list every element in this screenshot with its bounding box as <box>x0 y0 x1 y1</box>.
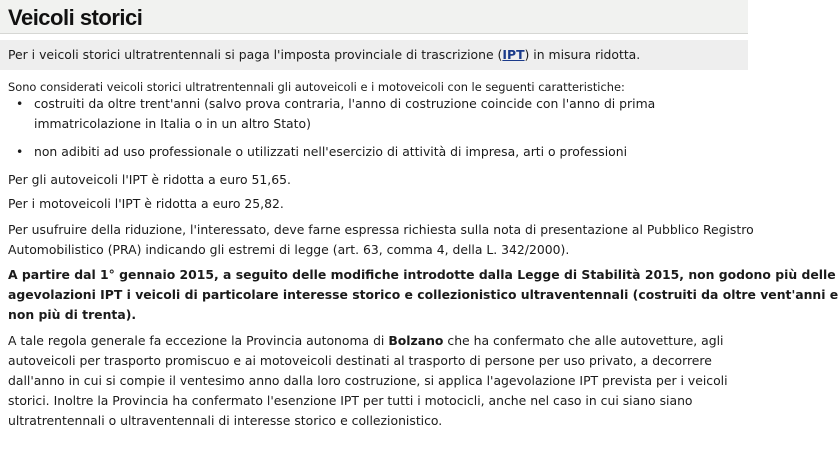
notice-2015 <box>8 265 838 325</box>
paragraph-line: storici. Inoltre la Provincia ha confermato l'esenzione IPT per tutti i motocicli, anche nel caso in cui siano siano <box>8 393 693 408</box>
bullet-icon: • <box>16 96 24 111</box>
paragraph-line: Automobilistico (PRA) indicando gli estremi di legge (art. 63, comma 4, della L. 342/2000). <box>8 242 570 257</box>
paragraph-line: non più di trenta). <box>8 307 137 322</box>
paragraph-line: ultratrentennali o ultraventennali di interesse storico e collezionistico. <box>8 413 443 428</box>
paragraph-line: agevolazioni IPT i veicoli di particolare interesse storico e collezionistico ultraventennali (costruiti da oltre vent'anni e <box>8 287 838 302</box>
paragraph-line: Per usufruire della riduzione, l'interessato, deve farne espressa richiesta sulla nota di presentazione al Pubblico Registro <box>8 222 754 237</box>
list-item-line: costruiti da oltre trent'anni (salvo prova contraria, l'anno di costruzione coincide con l'anno di prima <box>34 96 656 111</box>
intro-text-before: Per i veicoli storici ultratrentennali si paga l'imposta provinciale di trascrizione ( <box>8 47 503 62</box>
list-item <box>8 142 738 162</box>
criteria-intro: Sono considerati veicoli storici ultratrentennali gli autoveicoli e i motoveicoli con le seguenti caratteristiche: <box>8 80 625 94</box>
bolzano-text-after: che ha confermato che alle autovetture, agli <box>443 333 724 348</box>
ipt-link[interactable]: IPT <box>502 47 525 62</box>
page-title: Veicoli storici <box>8 5 143 30</box>
bolzano-name: Bolzano <box>388 333 444 348</box>
list-item-line: immatricolazione in Italia o in un altro Stato) <box>34 116 311 131</box>
intro-text-after: ) in misura ridotta. <box>524 47 641 62</box>
paragraph-line: autoveicoli per trasporto promiscuo e ai motoveicoli destinati al trasporto di persone per uso privato, a decorrere <box>8 353 712 368</box>
motorcycles-rate: Per i motoveicoli l'IPT è ridotta a euro 25,82. <box>8 196 284 211</box>
bullet-icon: • <box>16 144 24 159</box>
list-item-line: non adibiti ad uso professionale o utilizzati nell'esercizio di attività di impresa, arti o professioni <box>34 144 628 159</box>
cars-rate: Per gli autoveicoli l'IPT è ridotta a euro 51,65. <box>8 172 291 187</box>
bolzano-text-before: A tale regola generale fa eccezione la Provincia autonoma di <box>8 333 389 348</box>
list-item <box>8 94 738 134</box>
page-header <box>0 0 748 34</box>
paragraph-line: A partire dal 1° gennaio 2015, a seguito delle modifiche introdotte dalla Legge di Stabilità 2015, non godono più delle <box>8 267 836 282</box>
bolzano-paragraph <box>8 331 744 431</box>
intro-box <box>0 40 748 70</box>
request-paragraph <box>8 220 754 260</box>
criteria-list <box>8 94 738 162</box>
paragraph-line: dall'anno in cui si compie il ventesimo anno dalla loro costruzione, si applica l'agevolazione IPT prevista per i veicoli <box>8 373 728 388</box>
paragraph-line <box>8 331 744 351</box>
